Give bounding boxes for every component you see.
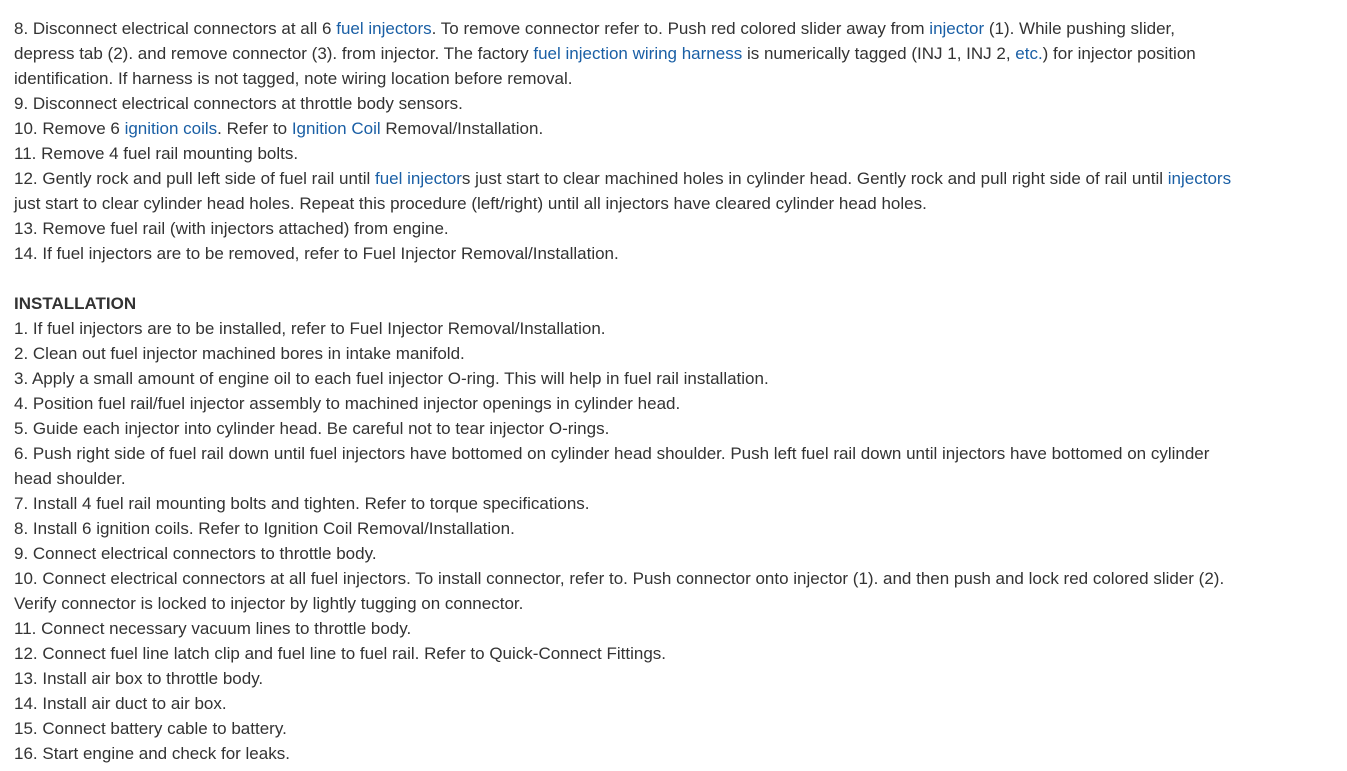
removal-step-13: 13. Remove fuel rail (with injectors attached) from engine.: [14, 219, 449, 238]
removal-step-12: [14, 166, 1239, 216]
link-ignition-coil[interactable]: Ignition Coil: [291, 119, 381, 138]
install-step-13: 13. Install air box to throttle body.: [14, 669, 264, 688]
install-step-16: 16. Start engine and check for leaks.: [14, 744, 290, 763]
step-text: Removal/Installation.: [380, 119, 544, 138]
step-text: s just start to clear machined holes in cylinder head. Gently rock and pull right side of rail until: [461, 169, 1168, 188]
install-step-6: 6. Push right side of fuel rail down until fuel injectors have bottomed on cylinder head shoulder. Push left fuel rail down until injectors have bottomed on cylinder head shoulder.: [14, 444, 1210, 488]
install-step-3: 3. Apply a small amount of engine oil to each fuel injector O-ring. This will help in fuel rail installation.: [14, 369, 769, 388]
step-text: 10. Remove 6: [14, 119, 125, 138]
step-text: ) for injector position identification. If harness is not tagged, note wiring location before removal.: [14, 44, 1196, 88]
install-step-1: 1. If fuel injectors are to be installed, refer to Fuel Injector Removal/Installation.: [14, 319, 606, 338]
document-body: [14, 16, 1239, 766]
spacer: [14, 266, 1239, 291]
removal-step-9: 9. Disconnect electrical connectors at throttle body sensors.: [14, 94, 463, 113]
install-step-5: 5. Guide each injector into cylinder head. Be careful not to tear injector O-rings.: [14, 419, 610, 438]
installation-heading: INSTALLATION: [14, 294, 137, 313]
step-text: just start to clear cylinder head holes. Repeat this procedure (left/right) until all injectors have cleared cylinder head holes.: [14, 194, 927, 213]
link-injector[interactable]: injector: [929, 19, 985, 38]
install-step-15: 15. Connect battery cable to battery.: [14, 719, 287, 738]
step-text: (1). While pushing slider, depress tab (2). and remove connector (3). from injector. The factory: [14, 19, 1175, 63]
step-text: . To remove connector refer to. Push red colored slider away from: [431, 19, 930, 38]
link-ignition-coils[interactable]: ignition coils: [124, 119, 218, 138]
install-step-11: 11. Connect necessary vacuum lines to throttle body.: [14, 619, 412, 638]
removal-step-8: [14, 16, 1239, 91]
removal-step-11: 11. Remove 4 fuel rail mounting bolts.: [14, 144, 299, 163]
removal-step-14: 14. If fuel injectors are to be removed, refer to Fuel Injector Removal/Installation.: [14, 244, 619, 263]
install-step-12: 12. Connect fuel line latch clip and fuel line to fuel rail. Refer to Quick-Connect Fittings.: [14, 644, 667, 663]
install-step-14: 14. Install air duct to air box.: [14, 694, 227, 713]
link-injectors[interactable]: injectors: [1167, 169, 1232, 188]
install-step-2: 2. Clean out fuel injector machined bores in intake manifold.: [14, 344, 465, 363]
install-step-7: 7. Install 4 fuel rail mounting bolts and tighten. Refer to torque specifications.: [14, 494, 590, 513]
step-text: 8. Disconnect electrical connectors at all 6: [14, 19, 337, 38]
link-fuel-injectors[interactable]: fuel injectors: [336, 19, 432, 38]
step-text: 12. Gently rock and pull left side of fuel rail until: [14, 169, 375, 188]
step-text: . Refer to: [217, 119, 292, 138]
install-step-10: 10. Connect electrical connectors at all fuel injectors. To install connector, refer to. Push connector onto injector (1). and then push and lock red colored slider (2). Verify connector is locked to injector by lightly tugging on connector.: [14, 569, 1225, 613]
link-fuel-injection-wiring-harness[interactable]: fuel injection wiring harness: [533, 44, 743, 63]
removal-step-10: [14, 116, 1239, 141]
link-etc[interactable]: etc.: [1015, 44, 1043, 63]
install-step-4: 4. Position fuel rail/fuel injector assembly to machined injector openings in cylinder head.: [14, 394, 681, 413]
link-fuel-injector[interactable]: fuel injector: [374, 169, 462, 188]
install-step-8: 8. Install 6 ignition coils. Refer to Ignition Coil Removal/Installation.: [14, 519, 515, 538]
install-step-9: 9. Connect electrical connectors to throttle body.: [14, 544, 377, 563]
step-text: is numerically tagged (INJ 1, INJ 2,: [742, 44, 1016, 63]
